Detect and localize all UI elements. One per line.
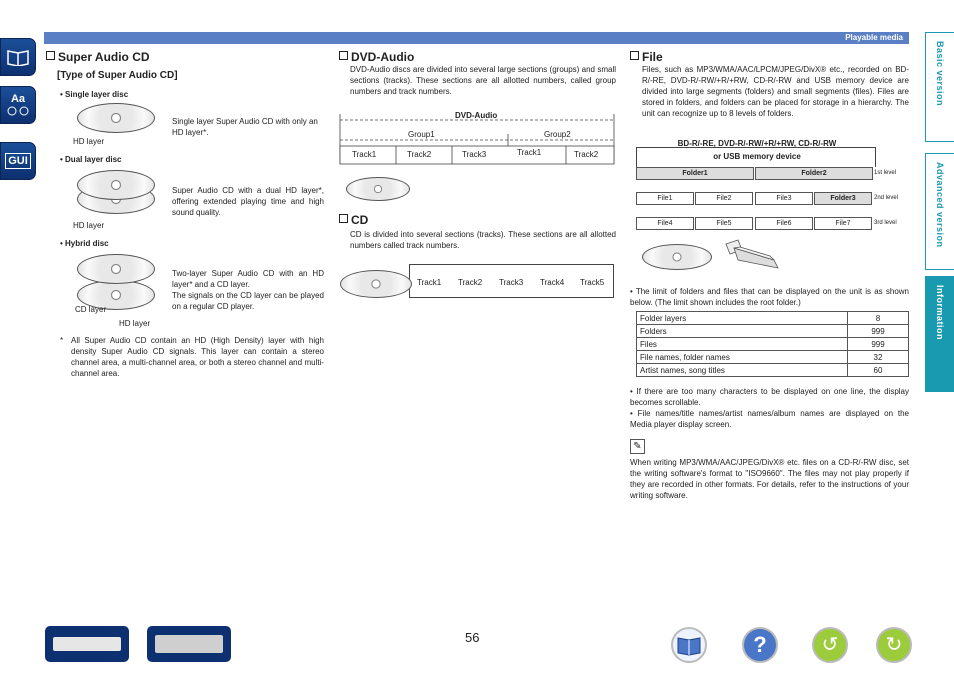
file-item: File4	[636, 217, 694, 230]
tab-advanced-version[interactable]: Advanced version	[925, 153, 954, 270]
limits-table	[636, 311, 909, 377]
table-row: Folders 999	[637, 325, 909, 338]
back-icon[interactable]: ↺	[812, 627, 848, 663]
index-icon[interactable]: Aa	[0, 86, 36, 124]
file-item: File1	[636, 192, 694, 205]
table-row: Folder layers 8	[637, 312, 909, 325]
table-row: Artist names, song titles 60	[637, 364, 909, 377]
file-diagram-title-1: BD-R/-RE, DVD-R/-RW/+R/+RW, CD-R/-RW	[677, 139, 837, 148]
single-hd-layer: HD layer	[73, 137, 105, 146]
file-item: File6	[755, 217, 813, 230]
cd-desc: CD is divided into several sections (tracks). These sections are all allotted numbers called track numbers.	[350, 230, 616, 250]
file-title: File	[630, 50, 663, 64]
hybrid-desc-2: The signals on the CD layer can be played on a regular CD player.	[172, 291, 324, 311]
hybrid-cd-layer: CD layer	[75, 305, 107, 314]
dual-hd-layer: HD layer	[73, 221, 105, 230]
dvd-track: Track2	[574, 150, 599, 159]
tab-information[interactable]: Information	[925, 276, 954, 392]
gui-icon[interactable]: GUI	[0, 142, 36, 180]
note-mark: *	[60, 336, 64, 345]
file-item: File2	[695, 192, 753, 205]
cd-track: Track4	[540, 278, 565, 287]
dual-layer-label: • Dual layer disc	[60, 155, 122, 164]
file-note: When writing MP3/WMA/AAC/JPEG/DivX® etc. files on a CD-R/-RW disc, set the writing software's format to "ISO9660". The files may not play properly if they are recorded in other formats. For details, refer to the instructions of your writing software.	[630, 458, 909, 500]
dvd-title: DVD-Audio	[339, 50, 414, 64]
file-item: File5	[695, 217, 753, 230]
contents-book-icon[interactable]	[0, 38, 36, 76]
file-item: File3	[755, 192, 813, 205]
hybrid-desc-1: Two-layer Super Audio CD with an HD layer* and a CD layer.	[172, 269, 324, 289]
folder-2: Folder2	[755, 167, 873, 180]
dual-desc: Super Audio CD with a dual HD layer*, offering extended playing time and high sound quality.	[172, 186, 324, 217]
file-bullet-1: • If there are too many characters to be displayed on one line, the display becomes scrollable.	[630, 387, 909, 407]
page-number: 56	[465, 630, 480, 645]
dvd-track: Track1	[517, 148, 542, 157]
file-disc-image	[642, 244, 712, 270]
level-label: 3rd level	[874, 220, 897, 226]
player-rear-button[interactable]	[147, 626, 231, 662]
hybrid-disc-upper	[77, 254, 155, 284]
dvd-track: Track3	[462, 150, 487, 159]
sacd-note: All Super Audio CD contain an HD (High Density) layer with high density Super Audio CD signals. This layer can contain a stereo channel area, a multi-channel area, or both a stereo channel and multi-channel area.	[71, 336, 324, 378]
table-row: File names, folder names 32	[637, 351, 909, 364]
cd-track: Track2	[458, 278, 483, 287]
pencil-note-icon: ✎	[630, 439, 645, 454]
file-item: File7	[814, 217, 872, 230]
dvd-track: Track1	[352, 150, 377, 159]
forward-icon[interactable]: ↻	[876, 627, 912, 663]
tab-basic-version[interactable]: Basic version	[925, 32, 954, 142]
player-front-button[interactable]	[45, 626, 129, 662]
folder-3: Folder3	[814, 192, 872, 205]
section-label: Playable media	[845, 33, 903, 42]
dvd-diagram-title: DVD-Audio	[455, 111, 498, 120]
hybrid-label: • Hybrid disc	[60, 239, 109, 248]
single-disc-image	[77, 103, 155, 133]
dvd-group-1: Group1	[408, 130, 435, 139]
limit-note: • The limit of folders and files that can be displayed on the unit is as shown below. (The limit shown includes the root folder.)	[630, 287, 909, 307]
single-desc: Single layer Super Audio CD with only an HD layer*.	[172, 117, 318, 137]
file-diagram-bracket	[636, 147, 876, 167]
cd-disc-image	[340, 270, 412, 298]
cd-title: CD	[339, 213, 368, 227]
sacd-type-heading: [Type of Super Audio CD]	[57, 70, 178, 81]
cd-track: Track3	[499, 278, 524, 287]
dvd-track: Track2	[407, 150, 432, 159]
dvd-disc-image	[346, 177, 410, 201]
dvd-group-2: Group2	[544, 130, 571, 139]
table-row: Files 999	[637, 338, 909, 351]
sacd-title: Super Audio CD	[46, 50, 150, 64]
folder-1: Folder1	[636, 167, 754, 180]
dvd-desc: DVD-Audio discs are divided into several large sections (groups) and small sections (tracks). These sections are all allotted numbers, called group numbers and track numbers.	[350, 65, 616, 96]
file-diagram-title-2: or USB memory device	[713, 152, 801, 161]
level-label: 1st level	[874, 170, 897, 176]
help-icon[interactable]: ?	[742, 627, 778, 663]
cd-track: Track5	[580, 278, 605, 287]
book-icon[interactable]	[671, 627, 707, 663]
header-bar	[44, 32, 909, 44]
hybrid-hd-layer: HD layer	[119, 319, 151, 328]
cd-track: Track1	[417, 278, 442, 287]
file-bullet-2: • File names/title names/artist names/album names are displayed on the Media player display screen.	[630, 409, 909, 429]
single-layer-label: • Single layer disc	[60, 90, 129, 99]
level-label: 2nd level	[874, 195, 899, 201]
dual-disc-upper	[77, 170, 155, 200]
usb-memory-icon	[720, 238, 782, 272]
file-desc: Files, such as MP3/WMA/AAC/LPCM/JPEG/DivX® etc., recorded on BD-R/-RE, DVD-R/-RW/+R/+RW, CD-R/-RW and USB memory device are divided into large segments (folders) and small segments (files). Files are stored in folders, and folders can be placed for storage in a hierarchy. The unit can recognize up to 8 levels of folders.	[642, 65, 909, 118]
